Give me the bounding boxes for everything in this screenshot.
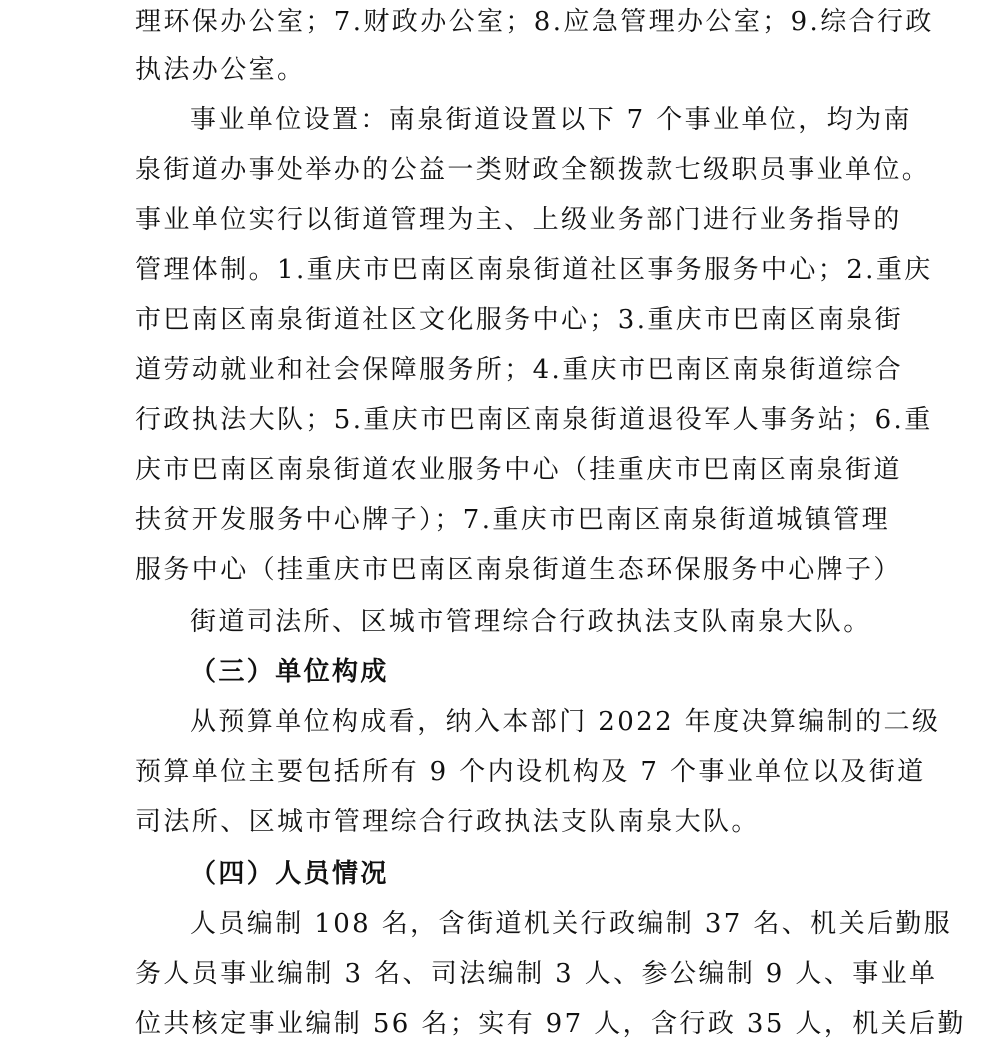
text-line: 理环保办公室；7.财政办公室；8.应急管理办公室；9.综合行政 — [135, 7, 934, 37]
text-line: 市巴南区南泉街道社区文化服务中心；3.重庆市巴南区南泉街 — [135, 305, 904, 335]
text-line: 庆市巴南区南泉街道农业服务中心（挂重庆市巴南区南泉街道 — [135, 455, 902, 485]
text-line: 扶贫开发服务中心牌子）；7.重庆市巴南区南泉街道城镇管理 — [135, 505, 891, 535]
text-line: 道劳动就业和社会保障服务所；4.重庆市巴南区南泉街道综合 — [135, 355, 904, 385]
text-line: 管理体制。1.重庆市巴南区南泉街道社区事务服务中心；2.重庆 — [135, 255, 933, 285]
section-heading: （四）人员情况 — [190, 859, 389, 889]
paragraph-start: 从预算单位构成看，纳入本部门 2022 年度决算编制的二级 — [190, 707, 941, 737]
text-line: 位共核定事业编制 56 名；实有 97 人，含行政 35 人，机关后勤 — [135, 1009, 966, 1039]
text-line: 行政执法大队；5.重庆市巴南区南泉街道退役军人事务站；6.重 — [135, 405, 933, 435]
paragraph-start: 人员编制 108 名，含街道机关行政编制 37 名、机关后勤服 — [190, 909, 953, 939]
text-line: 执法办公室。 — [135, 55, 306, 85]
text-line: 司法所、区城市管理综合行政执法支队南泉大队。 — [135, 807, 760, 837]
section-heading: （三）单位构成 — [190, 657, 389, 687]
text-line: 预算单位主要包括所有 9 个内设机构及 7 个事业单位以及街道 — [135, 757, 926, 787]
text-line: 服务中心（挂重庆市巴南区南泉街道生态环保服务中心牌子） — [135, 555, 902, 585]
text-line: 事业单位实行以街道管理为主、上级业务部门进行业务指导的 — [135, 205, 902, 235]
text-line: 务人员事业编制 3 名、司法编制 3 人、参公编制 9 人、事业单 — [135, 959, 938, 989]
paragraph-start: 事业单位设置：南泉街道设置以下 7 个事业单位，均为南 — [190, 105, 912, 135]
paragraph-start: 街道司法所、区城市管理综合行政执法支队南泉大队。 — [190, 607, 872, 637]
text-line: 泉街道办事处举办的公益一类财政全额拨款七级职员事业单位。 — [135, 155, 931, 185]
